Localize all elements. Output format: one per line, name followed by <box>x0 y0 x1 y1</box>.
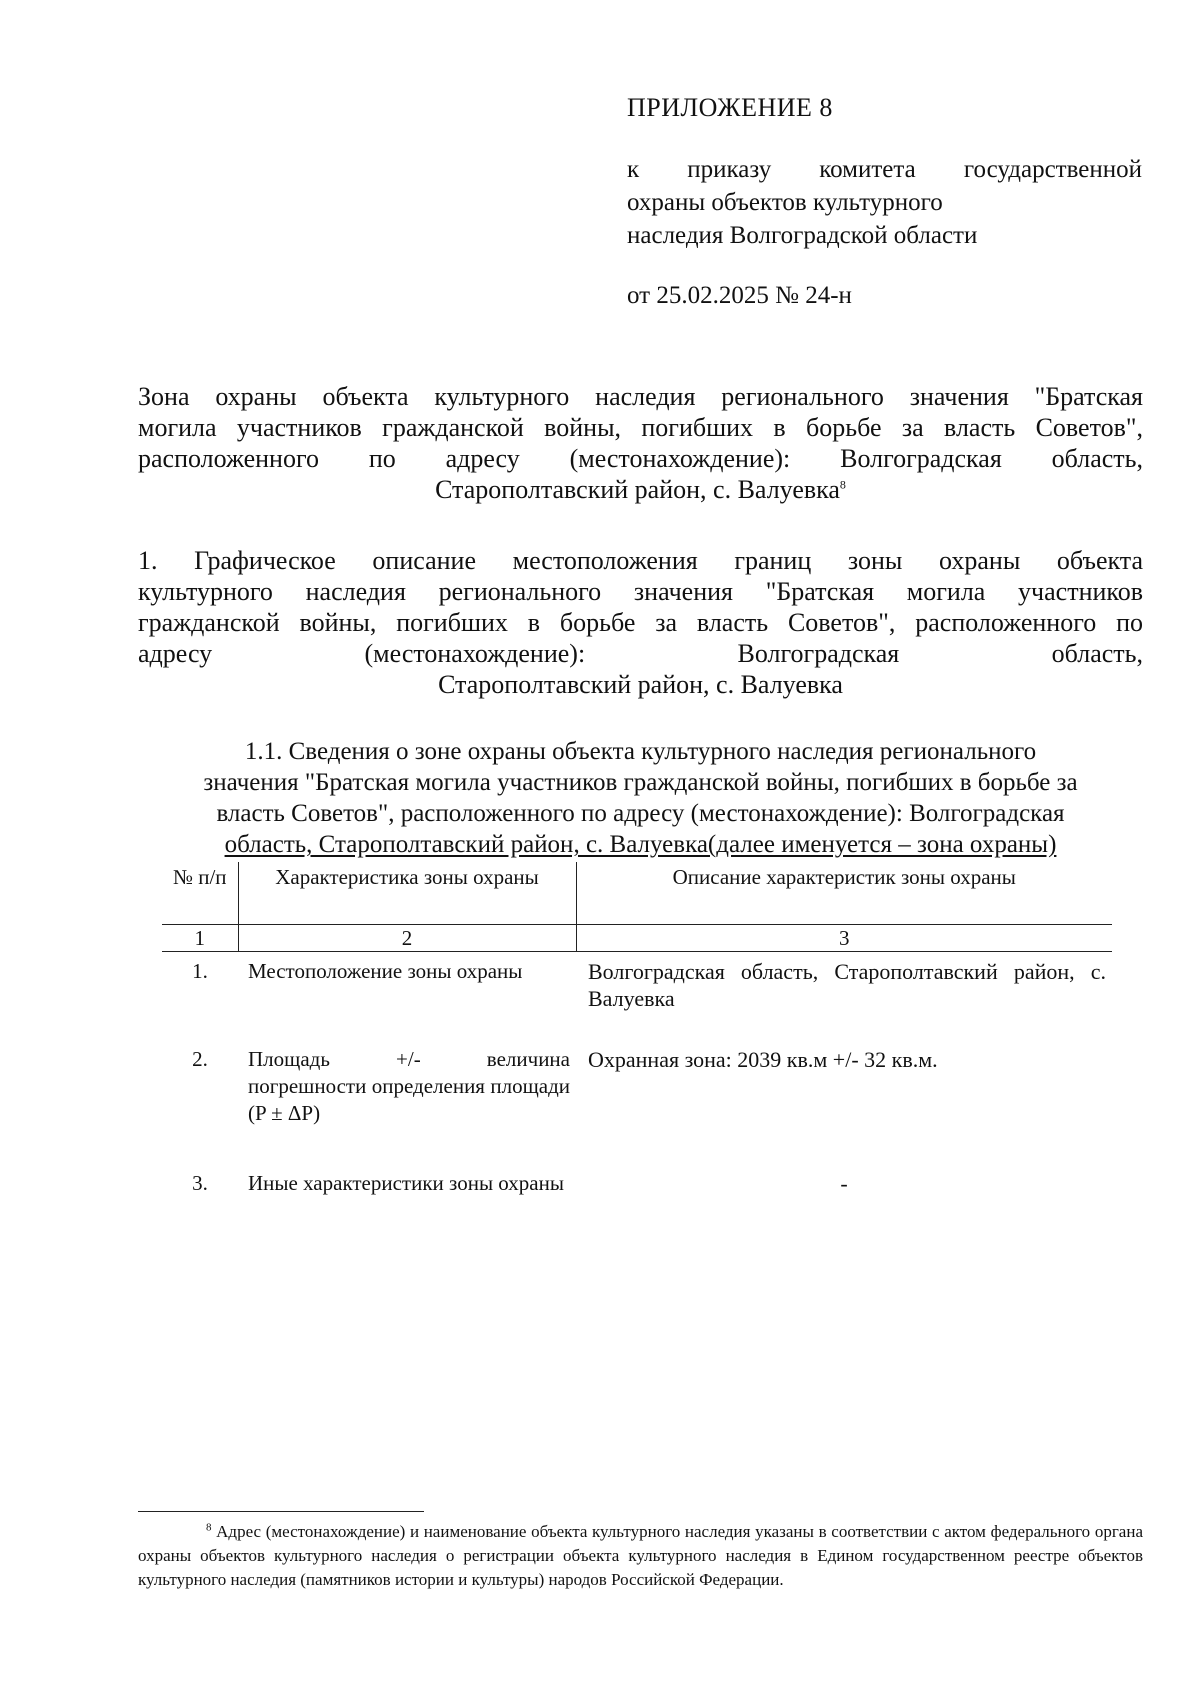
section-line: 1. Графическое описание местоположения границ зоны охраны объекта <box>138 546 1143 575</box>
heading-line: Зона охраны объекта культурного наследия регионального значения "Братская <box>138 382 1143 411</box>
table-row <box>162 1164 1112 1197</box>
appendix-title: ПРИЛОЖЕНИЕ 8 <box>627 93 833 122</box>
section-line: адресу (местонахождение): Волгоградская область, <box>138 639 1143 668</box>
document-heading <box>138 381 1143 505</box>
row-number: 2. <box>192 1047 208 1071</box>
footnote-separator <box>138 1511 424 1512</box>
table-row <box>162 1040 1112 1164</box>
row-characteristic: Местоположение зоны охраны <box>248 959 523 983</box>
order-ref-line: к приказу комитета государственной <box>627 156 1142 183</box>
order-date: от 25.02.2025 № 24-н <box>627 282 852 309</box>
order-ref-line: наследия Волгоградской области <box>627 222 978 249</box>
order-reference <box>627 153 1142 252</box>
heading-line: Старополтавский район, с. Валуевка <box>435 475 840 504</box>
heading-line-last <box>138 474 1143 505</box>
table-row <box>162 952 1112 1041</box>
footnote-reference: 8 <box>839 477 846 492</box>
footnote-text: Адрес (местонахождение) и наименование объекта культурного наследия указаны в соответствии с актом федерального органа охраны объектов культурного наследия о регистрации объекта культурного наследия в Едином государственном реестре объектов культурного наследия (памятников истории и культуры) народов Российской Федерации. <box>138 1522 1143 1589</box>
subsection-line: 1.1. Сведения о зоне охраны объекта культурного наследия регионального <box>244 738 1037 765</box>
subsection-1-1-heading <box>138 736 1143 860</box>
column-header-characteristic: Характеристика зоны охраны <box>238 862 576 925</box>
section-1-heading <box>138 545 1143 700</box>
subsection-line: власть Советов", расположенного по адресу (местонахождение): Волгоградская <box>216 800 1065 827</box>
subsection-line: область, Старополтавский район, с. Валуевка(далее именуется – зона охраны) <box>224 831 1057 858</box>
order-ref-line: охраны объектов культурного <box>627 189 943 216</box>
section-line: Старополтавский район, с. Валуевка <box>438 670 843 699</box>
row-description: Охранная зона: 2039 кв.м +/- 32 кв.м. <box>588 1047 938 1072</box>
column-number: 3 <box>576 925 1112 952</box>
row-description: Волгоградская область, Старополтавский район, с. Валуевка <box>588 959 1106 1011</box>
heading-line: расположенного по адресу (местонахождение): Волгоградская область, <box>138 444 1143 473</box>
footnote <box>138 1520 1143 1592</box>
subsection-line: значения "Братская могила участников гражданской войны, погибших в борьбе за <box>203 769 1078 796</box>
row-number: 1. <box>192 959 208 983</box>
column-number-row <box>162 925 1112 952</box>
row-characteristic: Площадь +/- величина погрешности определения площади (P ± ΔP) <box>248 1047 570 1125</box>
column-number: 2 <box>238 925 576 952</box>
section-line: культурного наследия регионального значения "Братская могила участников <box>138 577 1143 606</box>
footnote-mark: 8 <box>206 1521 212 1534</box>
table-header-row <box>162 862 1112 925</box>
heading-line: могила участников гражданской войны, погибших в борьбе за власть Советов", <box>138 413 1143 442</box>
zone-characteristics-table <box>162 862 1112 1197</box>
column-number: 1 <box>162 925 238 952</box>
section-line: гражданской войны, погибших в борьбе за власть Советов", расположенного по <box>138 608 1143 637</box>
row-description: - <box>840 1171 848 1196</box>
row-number: 3. <box>192 1171 208 1195</box>
column-header-number: № п/п <box>162 862 238 925</box>
row-characteristic: Иные характеристики зоны охраны <box>248 1171 564 1195</box>
column-header-description: Описание характеристик зоны охраны <box>576 862 1112 925</box>
